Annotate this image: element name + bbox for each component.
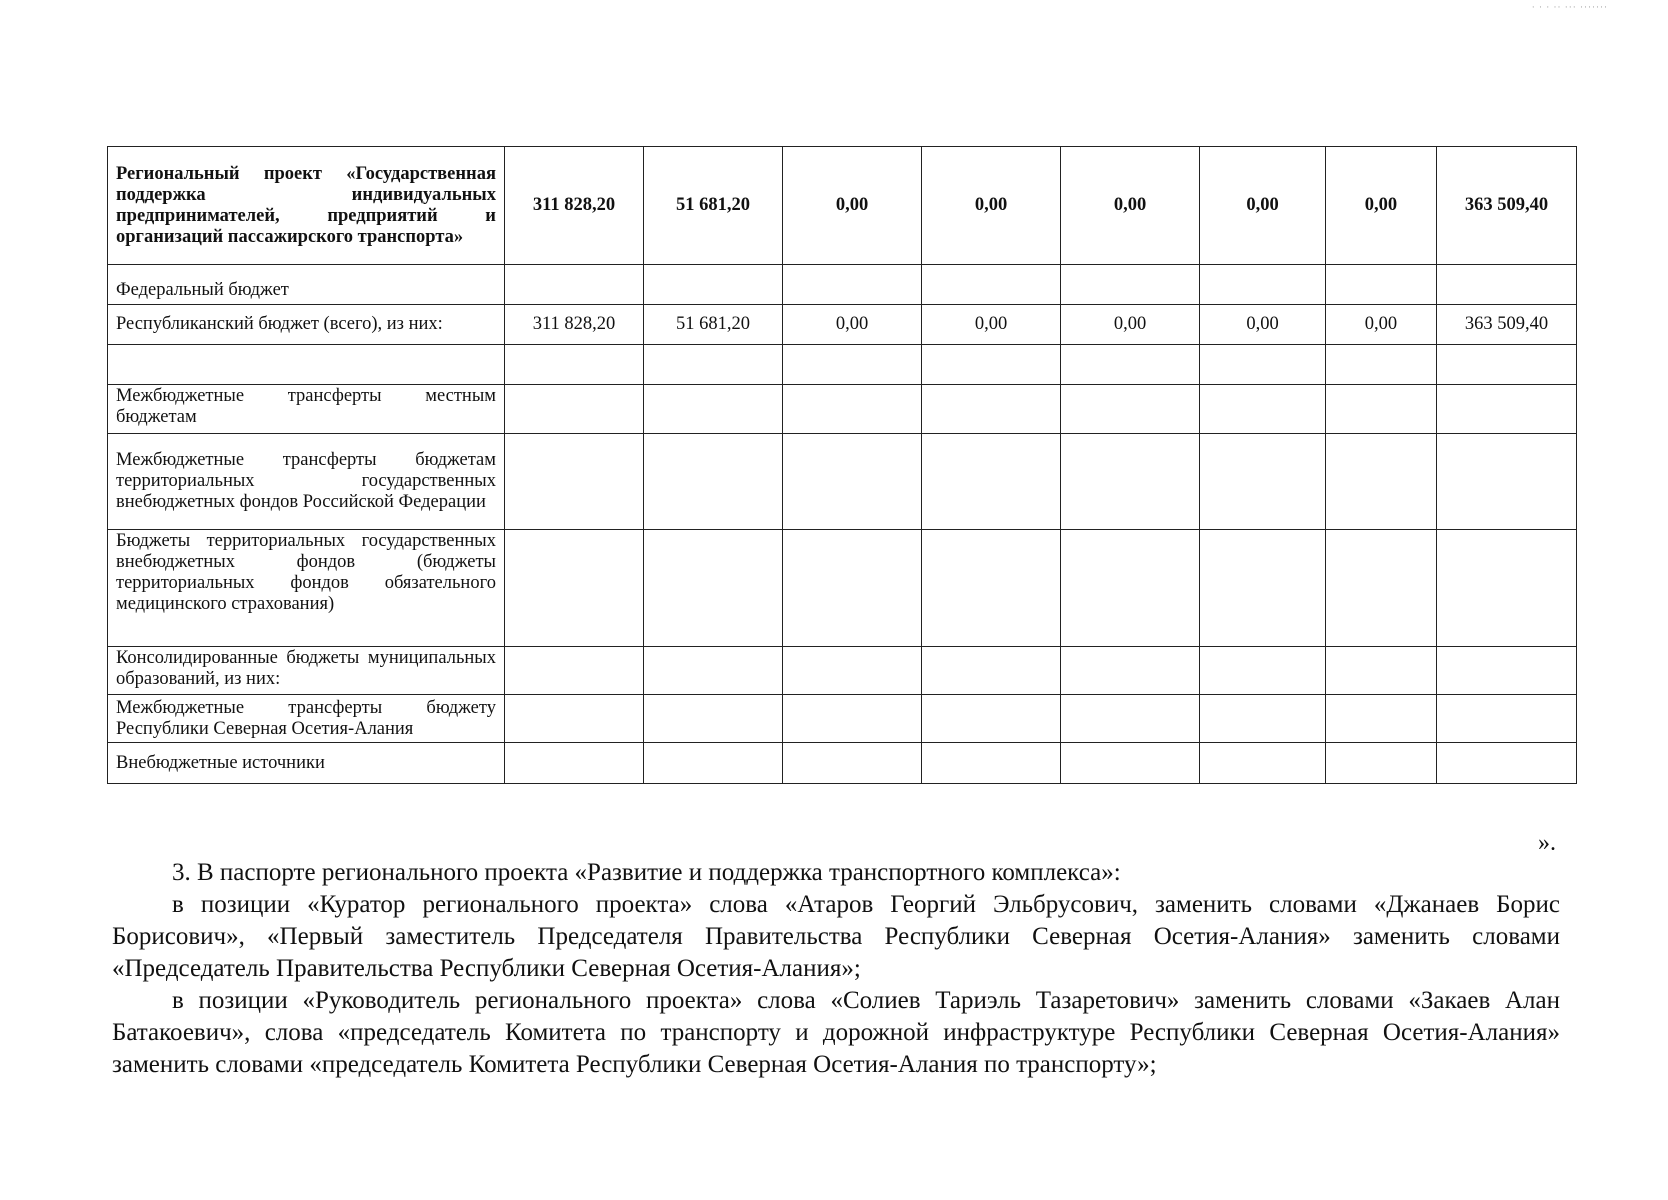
value-cell bbox=[1326, 695, 1437, 743]
table-row bbox=[108, 434, 1577, 530]
value-cell: 0,00 bbox=[783, 147, 922, 265]
table-row bbox=[108, 695, 1577, 743]
value-cell: 0,00 bbox=[1200, 147, 1326, 265]
value-cell bbox=[504, 530, 643, 647]
value-cell bbox=[1061, 530, 1200, 647]
value-cell: 311 828,20 bbox=[504, 305, 643, 345]
value-cell bbox=[1061, 647, 1200, 695]
value-cell bbox=[1200, 743, 1326, 784]
row-label: Межбюджетные трансферты бюджетам территориальных государственных внебюджетных фондов Российской Федерации bbox=[108, 434, 505, 530]
value-cell: 0,00 bbox=[1061, 147, 1200, 265]
value-cell bbox=[1326, 530, 1437, 647]
value-cell bbox=[644, 345, 783, 385]
value-cell bbox=[1061, 345, 1200, 385]
value-cell bbox=[783, 530, 922, 647]
value-cell bbox=[1061, 695, 1200, 743]
value-cell bbox=[504, 345, 643, 385]
value-cell: 0,00 bbox=[1326, 147, 1437, 265]
value-cell bbox=[1436, 743, 1576, 784]
budget-table bbox=[107, 146, 1577, 784]
table-row bbox=[108, 345, 1577, 385]
value-cell bbox=[1326, 647, 1437, 695]
value-cell bbox=[783, 385, 922, 434]
row-label: Межбюджетные трансферты бюджету Республики Северная Осетия-Алания bbox=[108, 695, 505, 743]
value-cell bbox=[1326, 265, 1437, 305]
value-cell bbox=[1326, 743, 1437, 784]
row-label: Бюджеты территориальных государственных внебюджетных фондов (бюджеты территориальных фондов обязательного медицинского страхования) bbox=[108, 530, 505, 647]
value-cell bbox=[1061, 265, 1200, 305]
value-cell: 0,00 bbox=[1326, 305, 1437, 345]
value-cell bbox=[644, 647, 783, 695]
row-label: Республиканский бюджет (всего), из них: bbox=[108, 305, 505, 345]
paragraph-curator: в позиции «Куратор регионального проекта» слова «Атаров Георгий Эльбрусович, заменить словами «Джанаев Борис Борисович», «Первый заместитель Председателя Правительства Республики Северная Осетия-Алания» заменить словами «Председатель Правительства Республики Северная Осетия-Алания»; bbox=[112, 891, 1560, 982]
value-cell bbox=[783, 695, 922, 743]
value-cell bbox=[1200, 345, 1326, 385]
value-cell bbox=[922, 743, 1061, 784]
table-row bbox=[108, 147, 1577, 265]
body-text bbox=[112, 857, 1560, 1081]
value-cell: 51 681,20 bbox=[644, 305, 783, 345]
value-cell bbox=[1326, 345, 1437, 385]
value-cell bbox=[1436, 647, 1576, 695]
table-row bbox=[108, 265, 1577, 305]
row-label: Региональный проект «Государственная поддержка индивидуальных предпринимателей, предприятий и организаций пассажирского транспорта» bbox=[108, 147, 505, 265]
table-row bbox=[108, 305, 1577, 345]
value-cell: 363 509,40 bbox=[1436, 147, 1576, 265]
row-label: Внебюджетные источники bbox=[108, 743, 505, 784]
value-cell bbox=[1200, 530, 1326, 647]
value-cell bbox=[1200, 265, 1326, 305]
value-cell bbox=[783, 265, 922, 305]
value-cell bbox=[1200, 695, 1326, 743]
value-cell bbox=[1436, 530, 1576, 647]
value-cell bbox=[1436, 695, 1576, 743]
value-cell bbox=[504, 647, 643, 695]
value-cell bbox=[644, 434, 783, 530]
value-cell bbox=[1326, 434, 1437, 530]
value-cell bbox=[644, 695, 783, 743]
closing-quote: ». bbox=[1538, 830, 1556, 856]
value-cell bbox=[504, 695, 643, 743]
value-cell bbox=[1061, 743, 1200, 784]
value-cell bbox=[922, 695, 1061, 743]
value-cell bbox=[1326, 385, 1437, 434]
value-cell bbox=[922, 265, 1061, 305]
value-cell: 0,00 bbox=[783, 305, 922, 345]
value-cell bbox=[1061, 434, 1200, 530]
value-cell bbox=[1436, 265, 1576, 305]
value-cell bbox=[922, 385, 1061, 434]
value-cell bbox=[783, 434, 922, 530]
table-row bbox=[108, 530, 1577, 647]
row-label: Консолидированные бюджеты муниципальных образований, из них: bbox=[108, 647, 505, 695]
table-row bbox=[108, 385, 1577, 434]
value-cell bbox=[504, 265, 643, 305]
row-label: Федеральный бюджет bbox=[108, 265, 505, 305]
value-cell bbox=[504, 434, 643, 530]
value-cell bbox=[504, 743, 643, 784]
value-cell: 0,00 bbox=[1200, 305, 1326, 345]
value-cell bbox=[644, 530, 783, 647]
value-cell bbox=[922, 345, 1061, 385]
table-row bbox=[108, 647, 1577, 695]
value-cell bbox=[644, 743, 783, 784]
value-cell: 0,00 bbox=[1061, 305, 1200, 345]
paragraph-head: в позиции «Руководитель регионального проекта» слова «Солиев Тариэль Тазаретович» заменить словами «Закаев Алан Батакоевич», слова «председатель Комитета по транспорту и дорожной инфраструктуре Республики Северная Осетия-Алания» заменить словами «председатель Комитета Республики Северная Осетия-Алания по транспорту»; bbox=[112, 987, 1560, 1078]
value-cell bbox=[1200, 385, 1326, 434]
value-cell bbox=[783, 345, 922, 385]
value-cell bbox=[783, 647, 922, 695]
value-cell: 311 828,20 bbox=[504, 147, 643, 265]
value-cell bbox=[644, 385, 783, 434]
value-cell bbox=[922, 647, 1061, 695]
value-cell: 0,00 bbox=[922, 147, 1061, 265]
value-cell: 0,00 bbox=[922, 305, 1061, 345]
value-cell bbox=[1061, 385, 1200, 434]
value-cell bbox=[1436, 434, 1576, 530]
value-cell bbox=[644, 265, 783, 305]
value-cell bbox=[922, 434, 1061, 530]
scan-corner-mark: · · · ·· ··· ······· bbox=[1531, 2, 1608, 12]
value-cell: 363 509,40 bbox=[1436, 305, 1576, 345]
paragraph-item-3: 3. В паспорте регионального проекта «Развитие и поддержка транспортного комплекса»: bbox=[172, 859, 1121, 886]
row-label: Межбюджетные трансферты местным бюджетам bbox=[108, 385, 505, 434]
value-cell bbox=[1436, 345, 1576, 385]
value-cell bbox=[504, 385, 643, 434]
value-cell bbox=[1436, 385, 1576, 434]
row-label bbox=[108, 345, 505, 385]
value-cell bbox=[783, 743, 922, 784]
value-cell bbox=[922, 530, 1061, 647]
value-cell bbox=[1200, 647, 1326, 695]
value-cell bbox=[1200, 434, 1326, 530]
value-cell: 51 681,20 bbox=[644, 147, 783, 265]
table-row bbox=[108, 743, 1577, 784]
